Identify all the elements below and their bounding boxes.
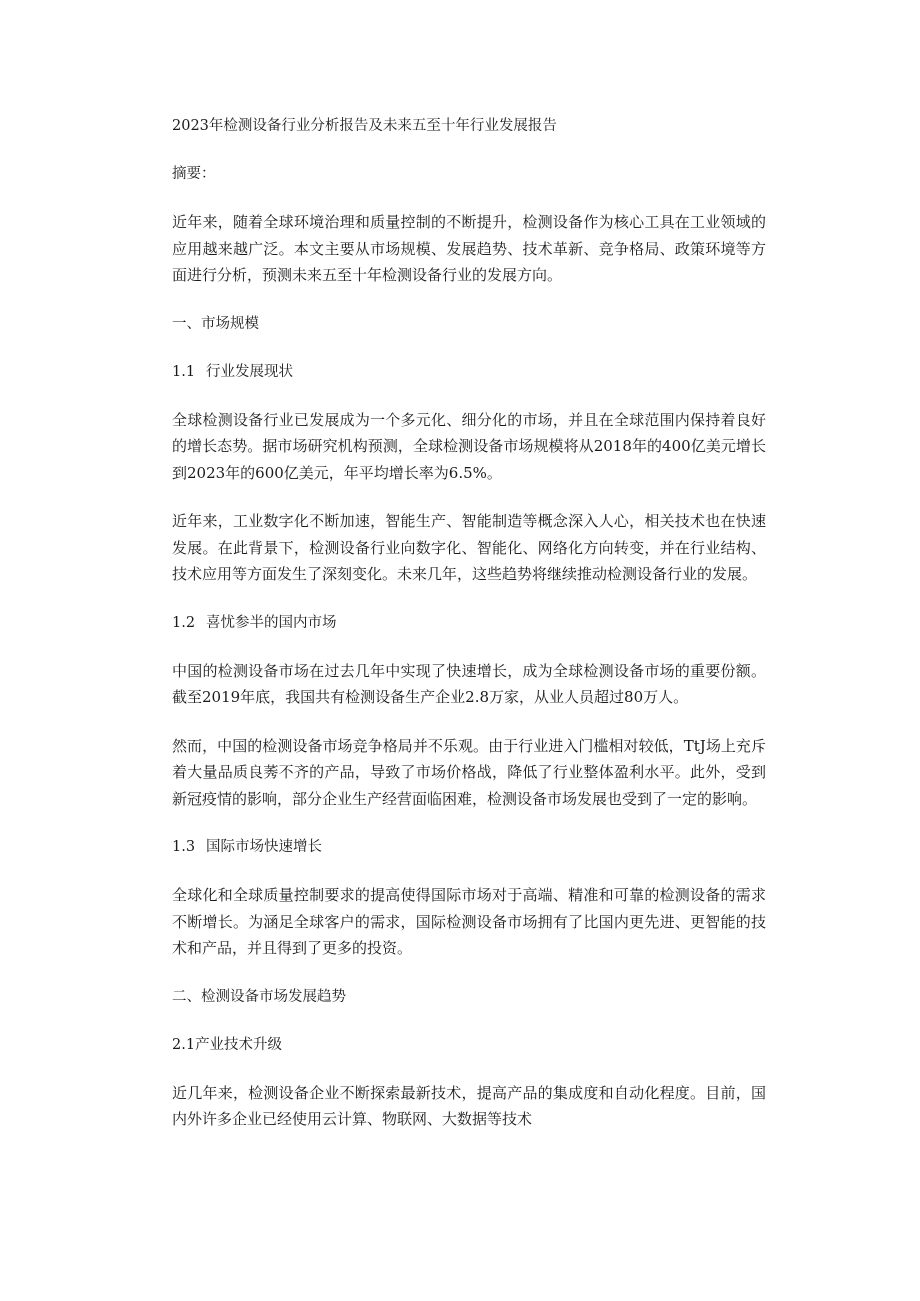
subsection-title: 产业技术升级 [195,1036,283,1053]
subsection-number: 2.1 [172,1036,196,1053]
subsection-number: 1.2 [172,614,196,631]
subsection-title: 国际市场快速增长 [206,839,322,855]
abstract-label: 摘要： [172,166,216,182]
subsection-heading-2-1 [172,1032,766,1058]
section-heading-2: 二、检测设备市场发展趋势 [172,988,346,1005]
subsection-heading-1-3 [172,834,766,860]
document-body [172,113,766,1155]
paragraph-1-1-b: 近年来，工业数字化不断加速，智能生产、智能制造等概念深入人心，相关技术也在快速发展。在此背景下，检测设备行业向数字化、智能化、网络化方向转变，并在行业结构、技术应用等方面发生了深刻变化。未来几年，这些趋势将继续推动检测设备行业的发展。 [172,512,766,583]
document-title: 2023年检测设备行业分析报告及未来五至十年行业发展报告 [172,118,557,134]
subsection-number: 1.1 [172,363,196,380]
subsection-title: 喜忧参半的国内市场 [206,614,337,631]
subsection-heading-1-2 [172,610,766,636]
subsection-number: 1.3 [172,839,196,855]
abstract-paragraph: 近年来，随着全球环境治理和质量控制的不断提升，检测设备作为核心工具在工业领域的应用越来越广泛。本文主要从市场规模、发展趋势、技术革新、竞争格局、政策环境等方面进行分析，预测未来五至十年检测设备行业的发展方向。 [172,213,766,284]
subsection-title: 行业发展现状 [206,363,293,380]
paragraph-1-2-a: 中国的检测设备市场在过去几年中实现了快速增长，成为全球检测设备市场的重要份额。截至2019年底，我国共有检测设备生产企业2.8万家，从业人员超过80万人。 [172,661,766,706]
section-heading-1: 一、市场规模 [172,315,259,332]
paragraph-1-3-a: 全球化和全球质量控制要求的提高使得国际市场对于高端、精准和可靠的检测设备的需求不断增长。为涵足全球客户的需求，国际检测设备市场拥有了比国内更先进、更智能的技术和产品，并且得到了更多的投资。 [172,886,766,957]
paragraph-2-1-a: 近几年来，检测设备企业不断探索最新技术，提高产品的集成度和自动化程度。目前，国内外许多企业已经使用云计算、物联网、大数据等技术 [172,1083,766,1128]
paragraph-1-1-a: 全球检测设备行业已发展成为一个多元化、细分化的市场，并且在全球范围内保持着良好的增长态势。据市场研究机构预测，全球检测设备市场规模将从2018年的400亿美元增长到2023年的600亿美元，年平均增长率为6.5%。 [172,410,766,482]
paragraph-1-2-b: 然而，中国的检测设备市场竞争格局并不乐观。由于行业进入门槛相对较低，TtJ场上充斥着大量品质良莠不齐的产品，导致了市场价格战，降低了行业整体盈利水平。此外，受到新冠疫情的影响，部分企业生产经营面临困难，检测设备市场发展也受到了一定的影响。 [172,736,766,808]
subsection-heading-1-1 [172,359,766,385]
